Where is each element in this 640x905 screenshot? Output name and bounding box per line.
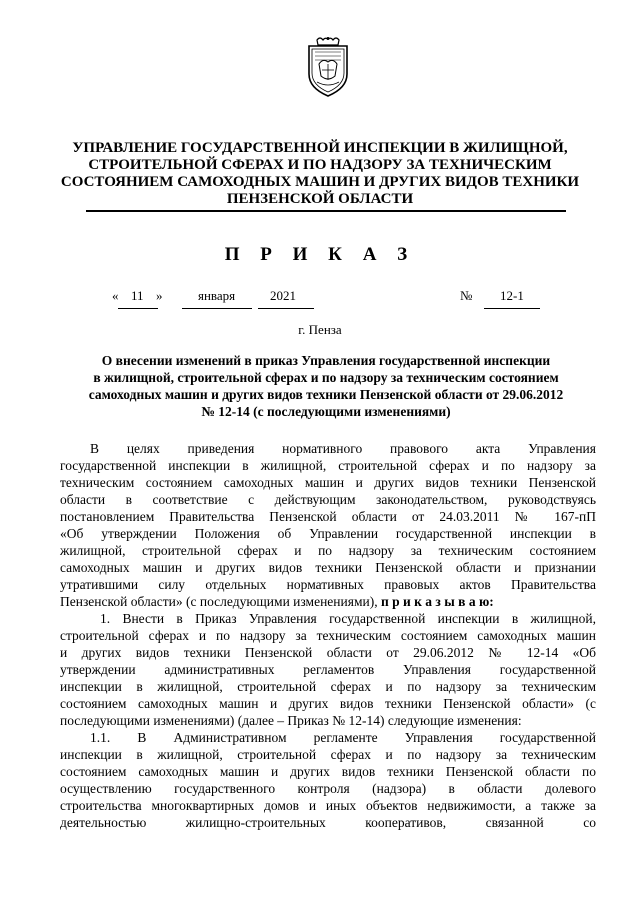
body-line: инспекции в жилищной, строительной сферах и по надзору за техническим (60, 679, 596, 694)
body-line: утверждении административных регламентов Управления государственной (60, 662, 596, 677)
body-line: строительства многоквартирных домов и иных объектов недвижимости, а также за (60, 798, 596, 813)
agency-name (56, 140, 584, 208)
body-line: строительной сферах и по надзору за техническим состоянием самоходных машин (60, 628, 596, 643)
date-year: 2021 (270, 288, 296, 303)
number-underline (484, 308, 540, 309)
year-underline (258, 308, 314, 309)
body-line: самоходных машин и других видов техники Пензенской области и признании (60, 560, 596, 575)
header-divider (86, 210, 566, 212)
city: г. Пенза (298, 322, 342, 337)
month-underline (182, 308, 252, 309)
body-line: 1. Внести в Приказ Управления государственной инспекции в жилищной, (100, 611, 596, 626)
number-sign: № (460, 288, 473, 303)
body-line (60, 593, 596, 610)
body-line: состоянием самоходных машин и других видов техники Пензенской области» (с (60, 696, 596, 711)
body-line: «Об утверждении Положения об Управлении государственной инспекции в (60, 526, 596, 541)
prikazyvayu-word: п р и к а з ы в а ю: (380, 594, 494, 609)
coat-of-arms-emblem (303, 36, 353, 98)
body-line: инспекции в жилищной, строительной сферах и по надзору за техническим (60, 747, 596, 762)
day-underline (118, 308, 158, 309)
order-body (60, 440, 596, 831)
body-line: государственной инспекции в жилищной, строительной сферах и по надзору за (60, 458, 596, 473)
agency-line: ПЕНЗЕНСКОЙ ОБЛАСТИ (226, 191, 414, 207)
body-line: и других видов техники Пензенской области от 29.06.2012 № 12-14 «Об (60, 645, 596, 660)
body-line-text: Пензенской области» (с последующими изменениями), (60, 594, 378, 609)
agency-line: УПРАВЛЕНИЕ ГОСУДАРСТВЕННОЙ ИНСПЕКЦИИ В ЖИЛИЩНОЙ, (72, 140, 568, 156)
body-line: утратившими силу отдельных нормативных правовых актов Правительства (60, 577, 596, 592)
date-quote-open: « (112, 288, 119, 303)
body-line: 1.1. В Административном регламенте Управления государственной (90, 730, 596, 745)
document-number: 12-1 (500, 288, 524, 303)
date-day: 11 (131, 288, 144, 303)
date-quote-close: » (156, 288, 163, 303)
body-line: состоянием самоходных машин и других видов техники Пензенской области по (60, 764, 596, 779)
agency-line: СТРОИТЕЛЬНОЙ СФЕРАХ И ПО НАДЗОРУ ЗА ТЕХНИЧЕСКИМ (88, 157, 552, 173)
agency-line: СОСТОЯНИЕМ САМОХОДНЫХ МАШИН И ДРУГИХ ВИДОВ ТЕХНИКИ (60, 174, 580, 190)
subject-line: № 12-14 (с последующими изменениями) (201, 404, 451, 419)
body-line: области в соответствие с действующим законодательством, руководствуясь (60, 492, 596, 507)
body-line: деятельностью жилищно-строительных кооперативов, связанной со (60, 815, 596, 830)
subject-line: самоходных машин и других видов техники Пензенской области от 29.06.2012 (88, 387, 564, 402)
order-subject (60, 352, 592, 420)
document-type-title: П Р И К А З (224, 244, 416, 265)
body-line: техническим состоянием самоходных машин и других видов техники Пензенской (60, 475, 596, 490)
subject-line: О внесении изменений в приказ Управления государственной инспекции (101, 353, 551, 368)
body-line: жилищной, строительной сферах и по надзору за техническим состоянием (60, 543, 596, 558)
subject-line: в жилищной, строительной сферах и по надзору за техническим состоянием (93, 370, 559, 385)
body-line: постановлением Правительства Пензенской области от 24.03.2011 № 167-пП (60, 509, 596, 524)
body-line: осуществлению государственного контроля (надзора) в области долевого (60, 781, 596, 796)
body-line: В целях приведения нормативного правового акта Управления (90, 441, 596, 456)
date-month: января (198, 288, 236, 303)
body-line: последующими изменениями) (далее – Приказ № 12-14) следующие изменения: (60, 713, 522, 728)
